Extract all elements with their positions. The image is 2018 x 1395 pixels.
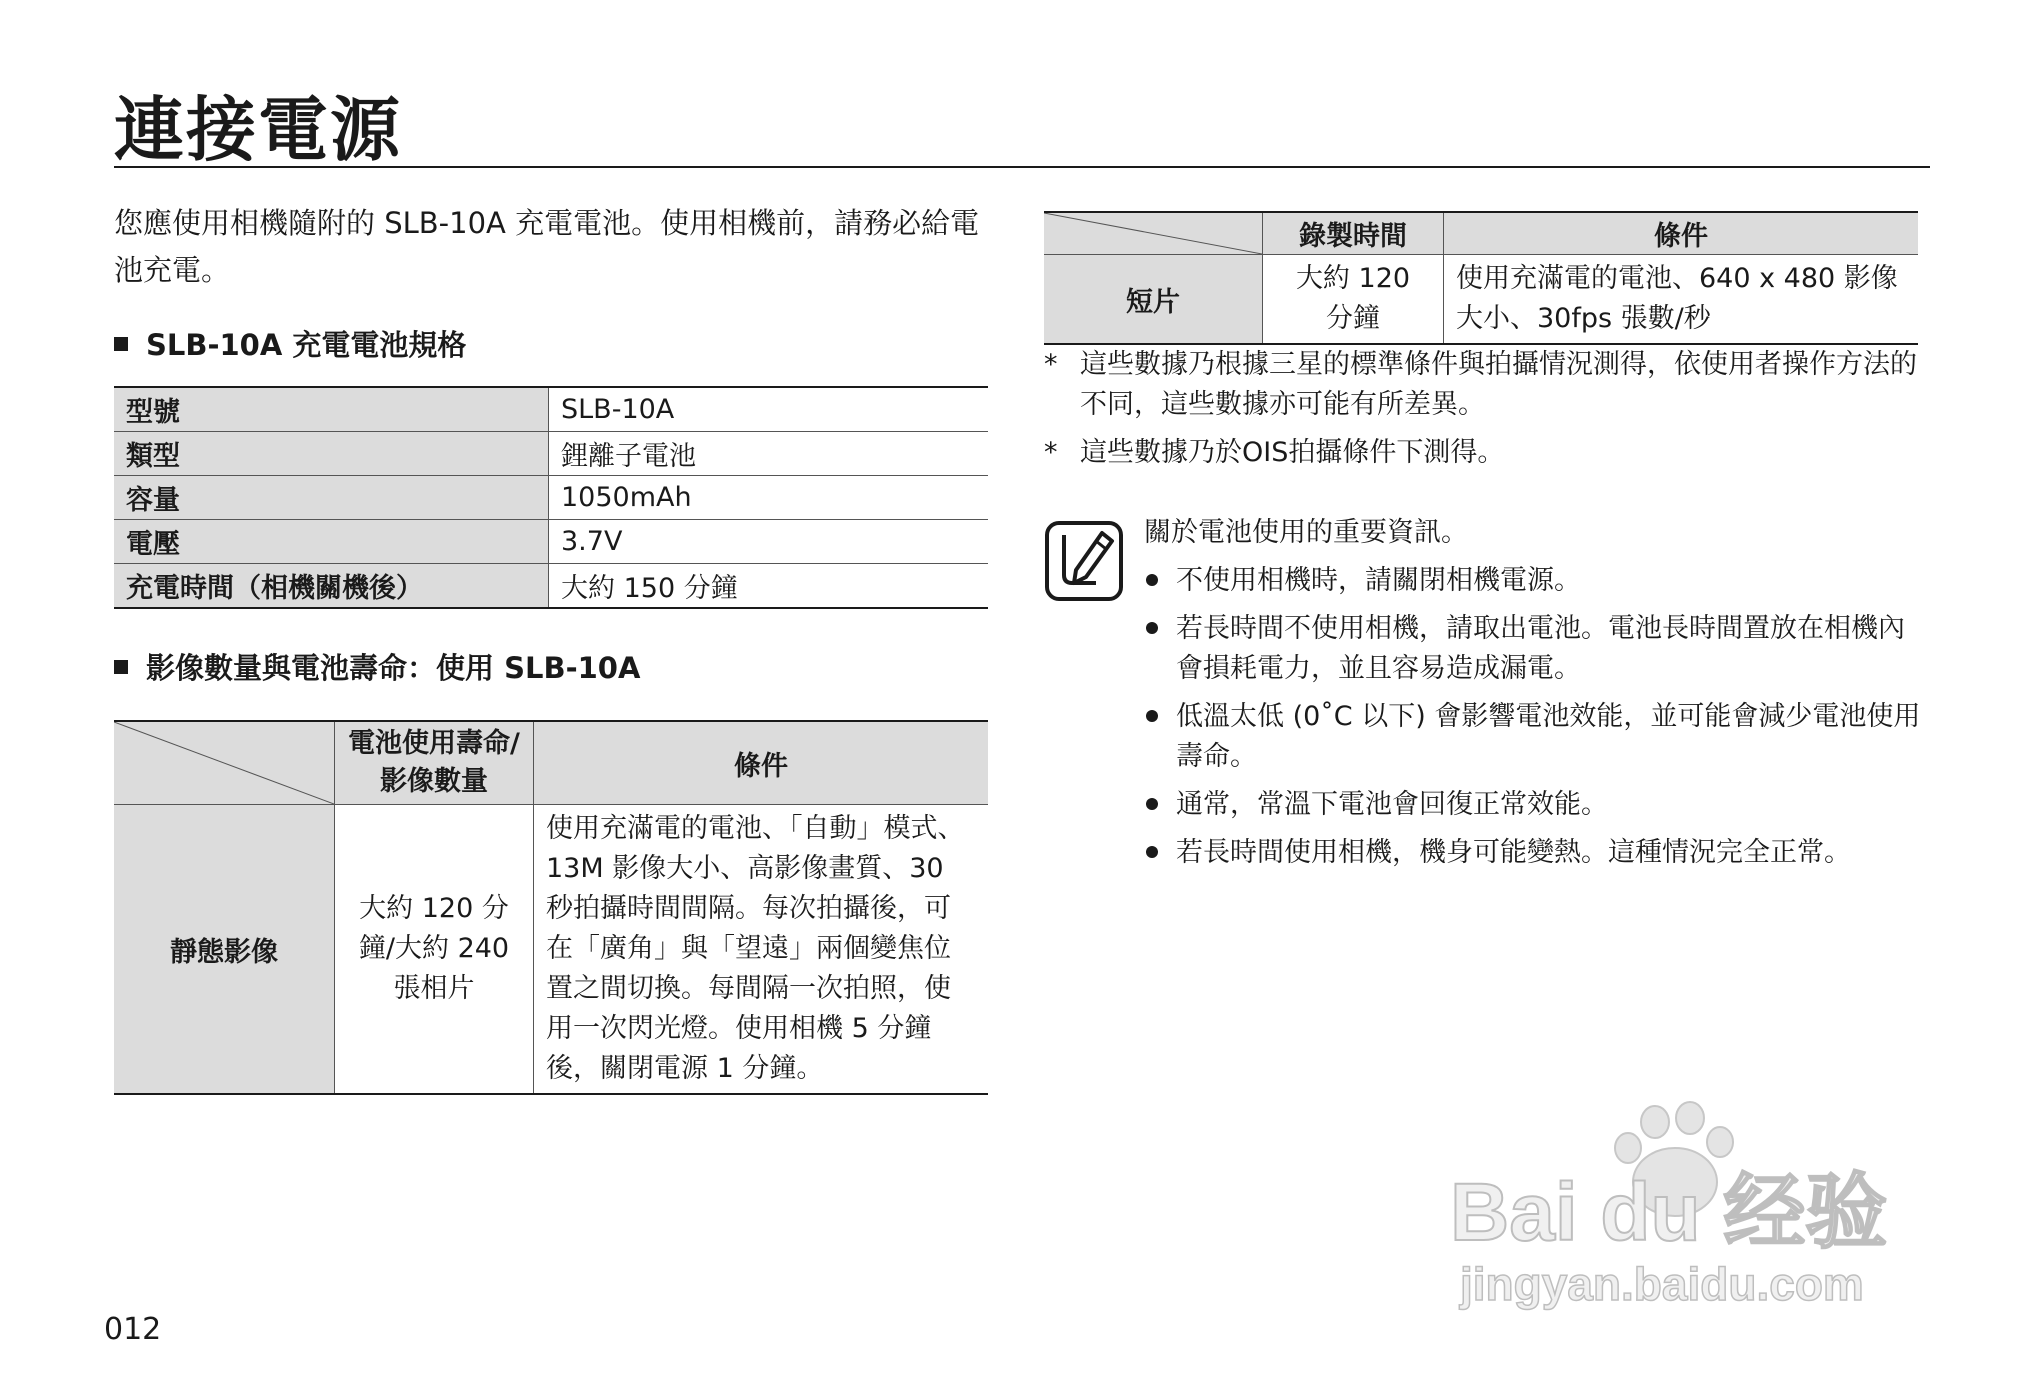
list-item <box>1144 609 1924 689</box>
title-divider <box>114 166 1930 168</box>
bullet-icon <box>1146 574 1158 586</box>
page-title: 連接電源 <box>114 89 402 171</box>
note-pen-icon <box>1044 520 1124 602</box>
spec-label: 充電時間（相機關機後） <box>114 564 549 609</box>
table-row <box>114 387 988 432</box>
video-table <box>1044 211 1918 345</box>
bullet-icon <box>1146 846 1158 858</box>
footnote <box>1044 345 1924 425</box>
intro-paragraph: 您應使用相機隨附的 SLB-10A 充電電池。使用相機前，請務必給電池充電。 <box>114 206 980 287</box>
page-number: 012 <box>104 1312 162 1347</box>
diagonal-line <box>1044 213 1262 254</box>
spec-label: 容量 <box>114 476 549 520</box>
table-row <box>114 564 988 609</box>
footnote-text: 這些數據乃於OIS拍攝條件下測得。 <box>1080 437 1505 468</box>
diagonal-line <box>114 722 334 804</box>
diagonal-corner-cell <box>1044 212 1263 255</box>
memo-section <box>1144 513 1924 881</box>
list-item <box>1144 697 1924 777</box>
spec-value: SLB-10A <box>549 387 989 432</box>
column-header-life: 電池使用壽命/影像數量 <box>335 721 534 805</box>
table-row <box>1044 255 1918 345</box>
spec-value: 3.7V <box>549 520 989 564</box>
table-header-row <box>1044 212 1918 255</box>
time-value-cell: 大約 120 分鐘 <box>1263 255 1444 345</box>
table-row <box>114 476 988 520</box>
condition-cell: 使用充滿電的電池、「自動」模式、13M 影像大小、高影像畫質、30 秒拍攝時間間隔。每次拍攝後，可在「廣角」與「望遠」兩個變焦位置之間切換。每間隔一次拍照，使用一次閃光燈。使用相機 5 分鐘後，關閉電源 1 分鐘。 <box>534 805 989 1095</box>
memo-item-text: 通常，常溫下電池會回復正常效能。 <box>1176 789 1608 820</box>
memo-heading: 關於電池使用的重要資訊。 <box>1144 517 1468 548</box>
memo-item-text: 低溫太低 (0˚C 以下) 會影響電池效能，並可能會減少電池使用壽命。 <box>1176 701 1921 772</box>
spec-value: 1050mAh <box>549 476 989 520</box>
battery-life-heading <box>114 648 640 688</box>
footnote <box>1044 433 1924 473</box>
list-item <box>1144 833 1924 873</box>
watermark-logo: Bai du 经验 <box>1450 1167 1888 1258</box>
spec-label: 類型 <box>114 432 549 476</box>
footnote-text: 這些數據乃根據三星的標準條件與拍攝情況測得，依使用者操作方法的不同，這些數據亦可能有所差異。 <box>1080 349 1917 420</box>
memo-item-text: 若長時間不使用相機，請取出電池。電池長時間置放在相機內會損耗電力，並且容易造成漏電。 <box>1176 613 1905 684</box>
table-header-row <box>114 721 988 805</box>
bullet-icon <box>1146 798 1158 810</box>
row-label-video: 短片 <box>1044 255 1263 345</box>
memo-item-text: 不使用相機時，請關閉相機電源。 <box>1176 565 1581 596</box>
memo-list <box>1144 561 1924 873</box>
bullet-icon <box>1146 710 1158 722</box>
memo-item-text: 若長時間使用相機，機身可能變熱。這種情況完全正常。 <box>1176 837 1851 868</box>
watermark-url: jingyan.baidu.com <box>1460 1258 1864 1310</box>
battery-life-table <box>114 720 988 1095</box>
table-row <box>114 432 988 476</box>
column-header-time: 錄製時間 <box>1263 212 1444 255</box>
condition-cell: 使用充滿電的電池、640 x 480 影像大小、30fps 張數/秒 <box>1444 255 1919 345</box>
battery-spec-heading <box>114 325 466 365</box>
diagonal-corner-cell <box>114 721 335 805</box>
life-value-cell: 大約 120 分鐘/大約 240 張相片 <box>335 805 534 1095</box>
battery-spec-table <box>114 386 988 609</box>
spec-label: 電壓 <box>114 520 549 564</box>
asterisk-mark: * <box>1044 349 1058 380</box>
table-row <box>114 805 988 1095</box>
column-header-condition: 條件 <box>1444 212 1919 255</box>
bullet-icon <box>1146 622 1158 634</box>
baidu-jingyan-watermark <box>1440 1100 1910 1330</box>
square-bullet-icon <box>114 660 128 674</box>
spec-value: 大約 150 分鐘 <box>549 564 989 609</box>
row-label-still-image: 靜態影像 <box>114 805 335 1095</box>
battery-spec-heading-text: SLB-10A 充電電池規格 <box>146 328 467 362</box>
spec-value: 鋰離子電池 <box>549 432 989 476</box>
footnotes <box>1044 345 1924 481</box>
battery-life-heading-text: 影像數量與電池壽命：使用 SLB-10A <box>146 651 641 685</box>
spec-label: 型號 <box>114 387 549 432</box>
square-bullet-icon <box>114 337 128 351</box>
list-item <box>1144 561 1924 601</box>
list-item <box>1144 785 1924 825</box>
column-header-condition: 條件 <box>534 721 989 805</box>
table-row <box>114 520 988 564</box>
asterisk-mark: * <box>1044 437 1058 468</box>
